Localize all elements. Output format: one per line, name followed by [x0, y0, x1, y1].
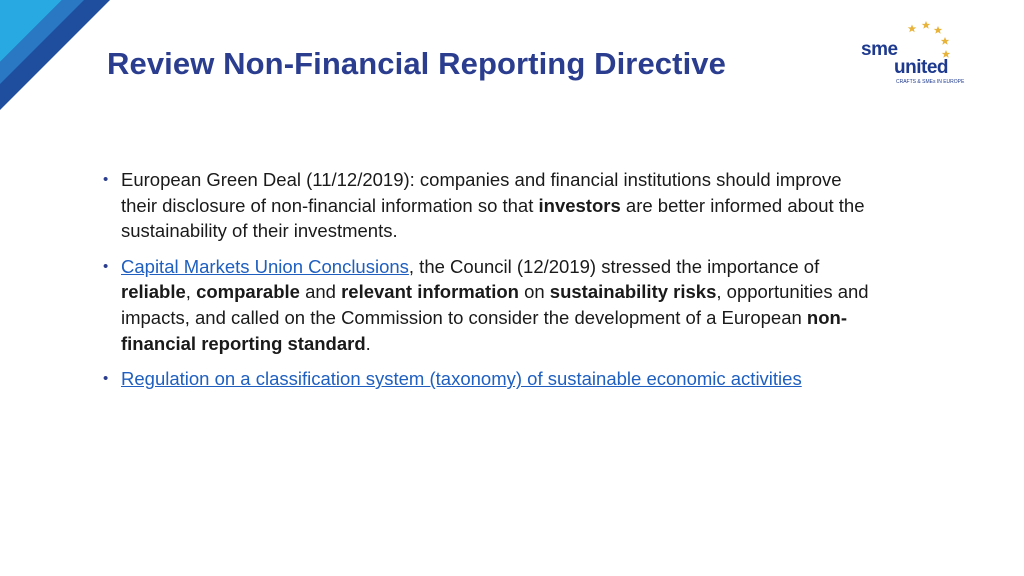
bullet-item-taxonomy: [100, 366, 880, 392]
bullet-text: on: [518, 281, 550, 303]
bullet-text: .: [365, 332, 371, 354]
bold-investors: investors: [538, 194, 621, 216]
bullet-item-capital-markets: [100, 254, 880, 356]
bold-relevant-information: relevant information: [341, 281, 519, 303]
bold-comparable: comparable: [196, 281, 300, 303]
sme-united-logo: [856, 18, 976, 90]
bold-reporting-standard: non-financial reporting standard: [121, 306, 847, 354]
bullet-dot-icon: •: [103, 171, 109, 188]
corner-decoration: [0, 0, 110, 110]
slide-title: Review Non-Financial Reporting Directive: [107, 46, 726, 81]
bold-reliable: reliable: [121, 281, 186, 303]
bullet-text: , the Council (12/2019) stressed the importance of: [408, 255, 820, 277]
bullet-dot-icon: •: [103, 257, 109, 275]
taxonomy-regulation-link[interactable]: Regulation on a classification system (taxonomy) of sustainable economic activities: [121, 368, 802, 390]
logo-tagline: CRAFTS & SMEs IN EUROPE: [896, 79, 965, 85]
capital-markets-union-link[interactable]: Capital Markets Union Conclusions: [121, 255, 409, 277]
bullet-text: , opportunities and impacts, and called on the Commission to consider the development of a European: [121, 281, 869, 328]
bullet-text: and: [299, 281, 342, 303]
bullet-text: European Green Deal (11/12/2019): companies and financial institutions should improve their disclosure of non-financial information so that: [121, 169, 842, 216]
logo-word-sme: sme: [861, 39, 898, 60]
logo-word-united: united: [894, 57, 948, 78]
bullet-list: [100, 167, 880, 402]
bullet-text: ,: [185, 281, 197, 303]
bullet-dot-icon: •: [103, 370, 109, 388]
bullet-text: are better informed about the sustainability of their investments.: [121, 194, 865, 242]
bullet-item-green-deal: [100, 167, 880, 244]
bold-sustainability-risks: sustainability risks: [549, 281, 717, 303]
